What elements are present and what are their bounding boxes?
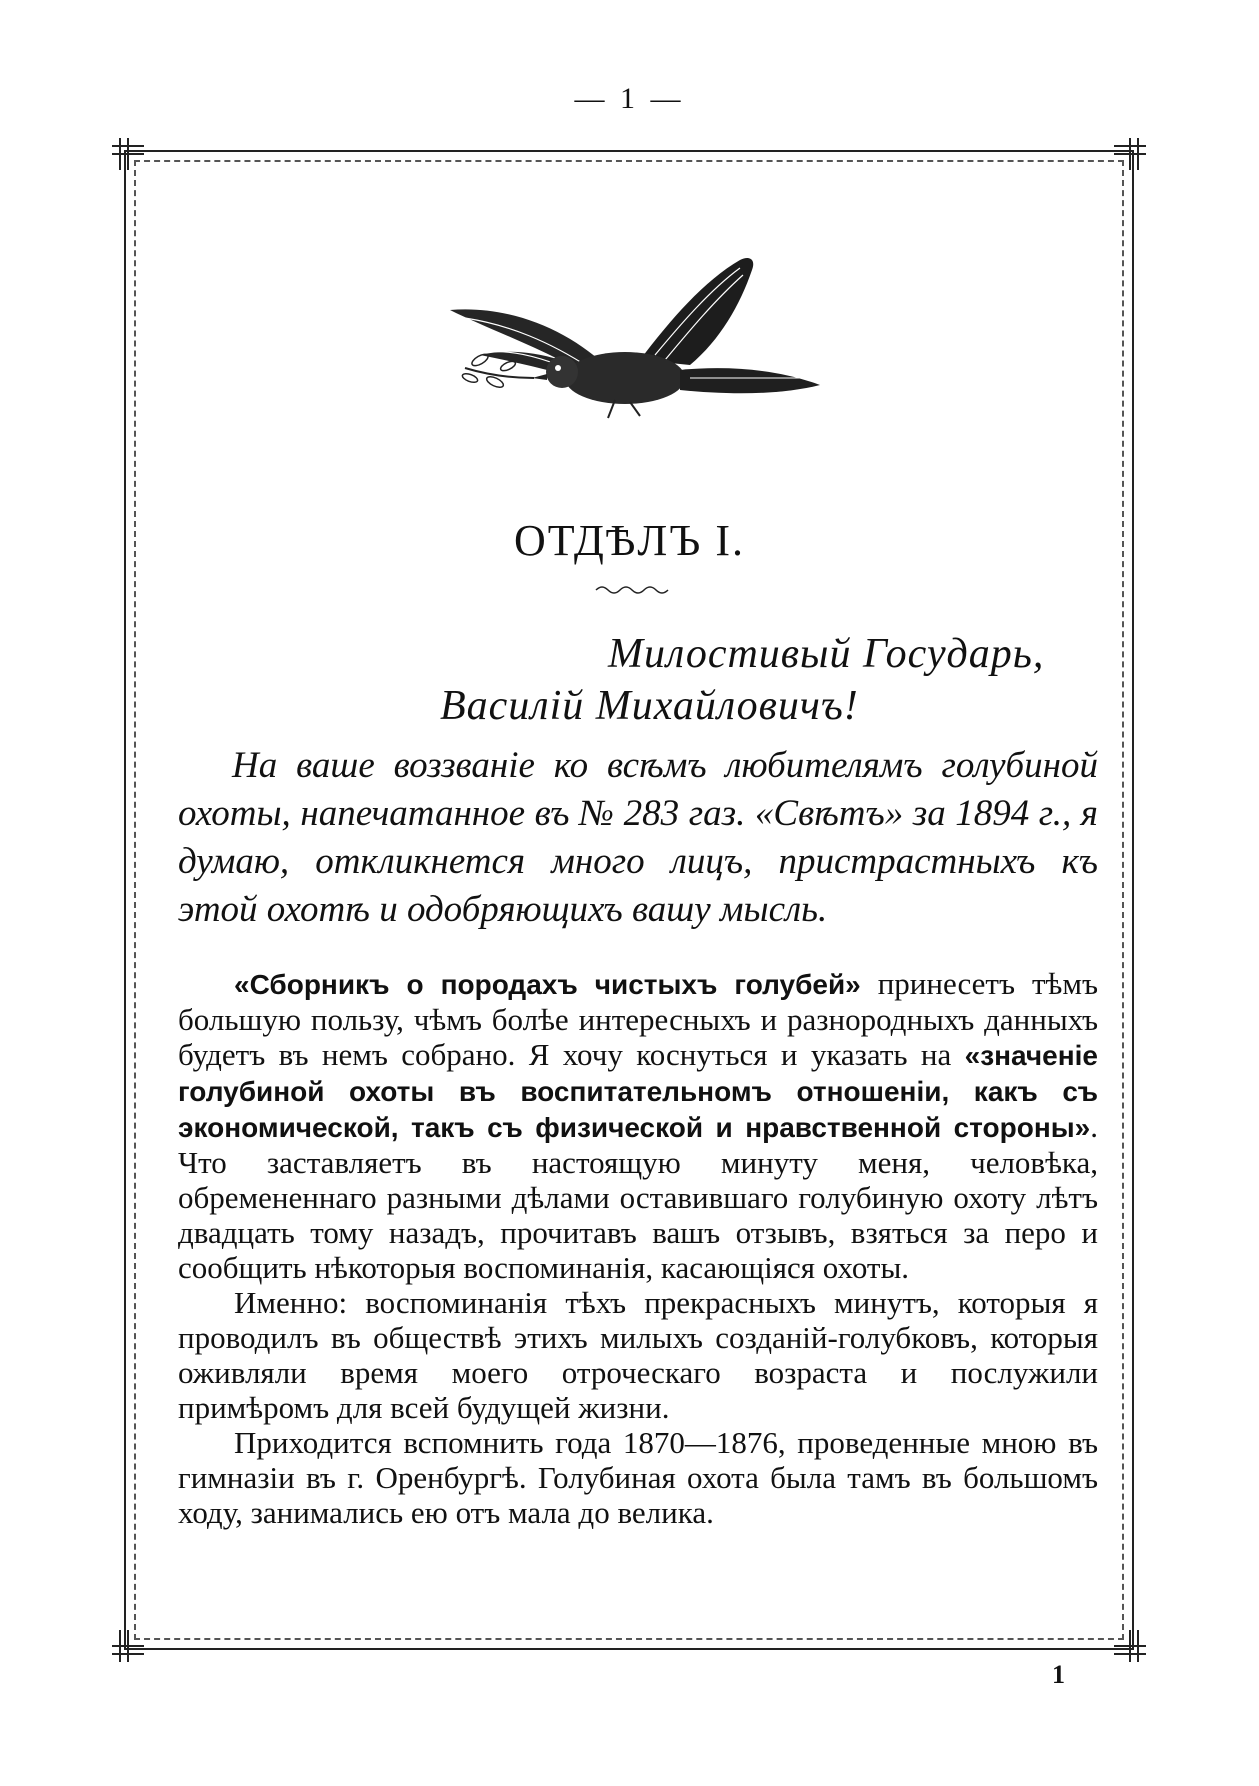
paragraph-1 — [178, 966, 1098, 1285]
dove-with-olive-branch-icon — [440, 250, 830, 420]
salutation-line-2: Василій Михайловичъ! — [440, 683, 859, 729]
paragraph-2: Именно: воспоминанія тѣхъ прекрасныхъ минутъ, которыя я проводилъ въ обществѣ этихъ милыхъ созданій-голубковъ, которыя оживляли время моего отроческаго возраста и послужили примѣромъ для всей будущей жизни. — [178, 1285, 1098, 1425]
bold-phrase-1: «Сборникъ о породахъ чистыхъ голубей» — [234, 969, 861, 1000]
page-number-top: — 1 — — [574, 82, 685, 115]
corner-ornament-icon — [108, 134, 148, 174]
body-text — [178, 966, 1098, 1530]
signature-number: 1 — [1052, 1660, 1065, 1689]
salutation-line-1: Милостивый Государь, — [608, 631, 1045, 677]
paragraph-1-text-1: принесетъ тѣмъ большую пользу, чѣмъ болѣе интересныхъ и разнородныхъ данныхъ будетъ въ немъ собрано. Я хочу коснуться и указать на — [178, 966, 1098, 1072]
title-flourish-icon — [594, 582, 684, 596]
corner-ornament-icon — [1110, 134, 1150, 174]
intro-paragraph: На ваше воззваніе ко всѣмъ любителямъ голубиной охоты, напечатанное въ № 283 газ. «Свѣтъ» за 1894 г., я думаю, откликнется много лицъ, пристрастныхъ къ этой охотѣ и одобряющихъ вашу мысль. — [178, 745, 1098, 930]
paragraph-1-text-2: . Что заставляетъ въ настоящую минуту меня, человѣка, обремененнаго разными дѣлами оставившаго голубиную охоту лѣтъ двадцать тому назадъ, прочитавъ вашъ отзывъ, взяться за перо и сообщить нѣкоторыя воспоминанія, касающіяся охоты. — [178, 1109, 1098, 1285]
bold-phrase-2: «значеніе голубиной охоты въ воспитательномъ отношеніи, какъ съ экономической, такъ съ физической и нравственной стороны» — [178, 1040, 1098, 1143]
section-title: ОТДѢЛЪ I. — [514, 516, 745, 565]
corner-ornament-icon — [1110, 1626, 1150, 1666]
corner-ornament-icon — [108, 1626, 148, 1666]
paragraph-3: Приходится вспомнить года 1870—1876, проведенные мною въ гимназіи въ г. Оренбургѣ. Голубиная охота была тамъ въ большомъ ходу, занимались ею отъ мала до велика. — [178, 1425, 1098, 1530]
